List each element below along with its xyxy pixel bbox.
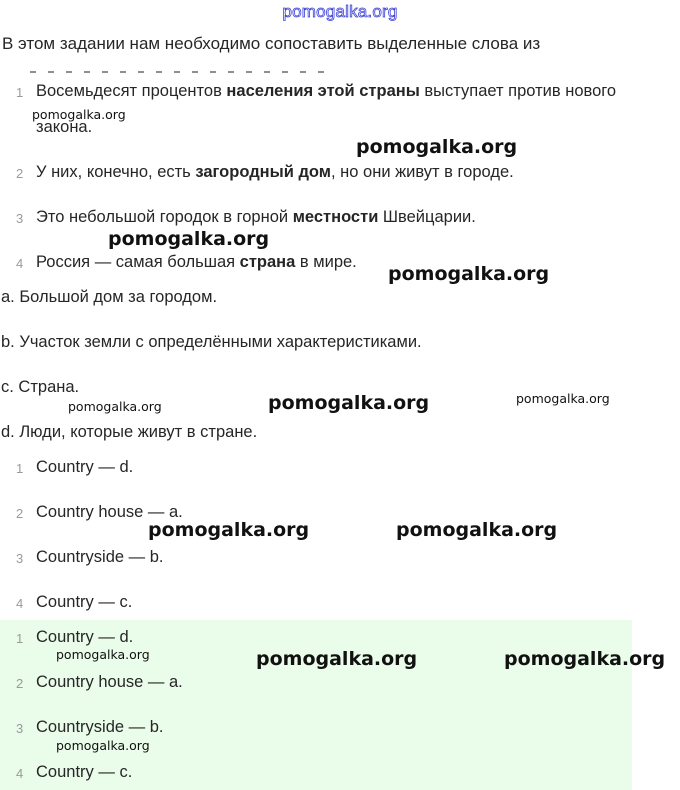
definition-item: b. Участок земли с определёнными характеристиками. [1, 333, 422, 351]
watermark: pomogalka.org [356, 136, 518, 158]
item-number: 2 [16, 506, 24, 521]
final-answer-text: Country — c. [36, 763, 133, 781]
watermark: pomogalka.org [68, 399, 162, 414]
watermark: pomogalka.org [268, 392, 430, 414]
item-number: 4 [16, 256, 24, 271]
sentence-text: Восемьдесят процентов населения этой страны выступает против нового [36, 82, 617, 100]
item-number: 3 [16, 721, 24, 736]
watermark: pomogalka.org [108, 228, 270, 250]
item-number: 2 [16, 166, 24, 181]
intro-text: В этом задании нам необходимо сопоставить выделенные слова из [2, 34, 541, 53]
sentence-text: Россия — самая большая страна в мире. [36, 253, 357, 271]
final-answer-text: Country house — a. [36, 673, 183, 691]
site-logo[interactable]: pomogalka.org [282, 2, 398, 21]
watermark: pomogalka.org [56, 647, 150, 662]
item-number: 1 [16, 461, 24, 476]
final-answer-text: Country — d. [36, 628, 134, 646]
watermark: pomogalka.org [56, 738, 150, 753]
definition-item: d. Люди, которые живут в стране. [1, 423, 258, 441]
item-number: 1 [16, 631, 24, 646]
watermark: pomogalka.org [504, 648, 666, 670]
item-number: 2 [16, 676, 24, 691]
watermark: pomogalka.org [516, 391, 610, 406]
watermark: pomogalka.org [256, 648, 418, 670]
answer-text: Country — c. [36, 593, 133, 611]
item-number: 4 [16, 596, 24, 611]
sentence-text: Это небольшой городок в горной местности Швейцарии. [36, 208, 476, 226]
definition-item: a. Большой дом за городом. [1, 288, 218, 306]
answer-text: Country house — a. [36, 503, 183, 521]
final-answer-text: Countryside — b. [36, 718, 164, 736]
definition-item: c. Страна. [1, 378, 80, 396]
watermark: pomogalka.org [396, 519, 558, 541]
cropped-text-line [30, 71, 330, 73]
sentence-text: У них, конечно, есть загородный дом, но они живут в городе. [36, 163, 514, 181]
item-number: 4 [16, 766, 24, 781]
item-number: 3 [16, 211, 24, 226]
watermark: pomogalka.org [148, 519, 310, 541]
watermark: pomogalka.org [32, 107, 126, 122]
item-number: 1 [16, 85, 24, 100]
answer-text: Country — d. [36, 458, 134, 476]
item-number: 3 [16, 551, 24, 566]
sentence-text-continued: закона. [36, 118, 93, 136]
answer-text: Countryside — b. [36, 548, 164, 566]
watermark: pomogalka.org [388, 263, 550, 285]
